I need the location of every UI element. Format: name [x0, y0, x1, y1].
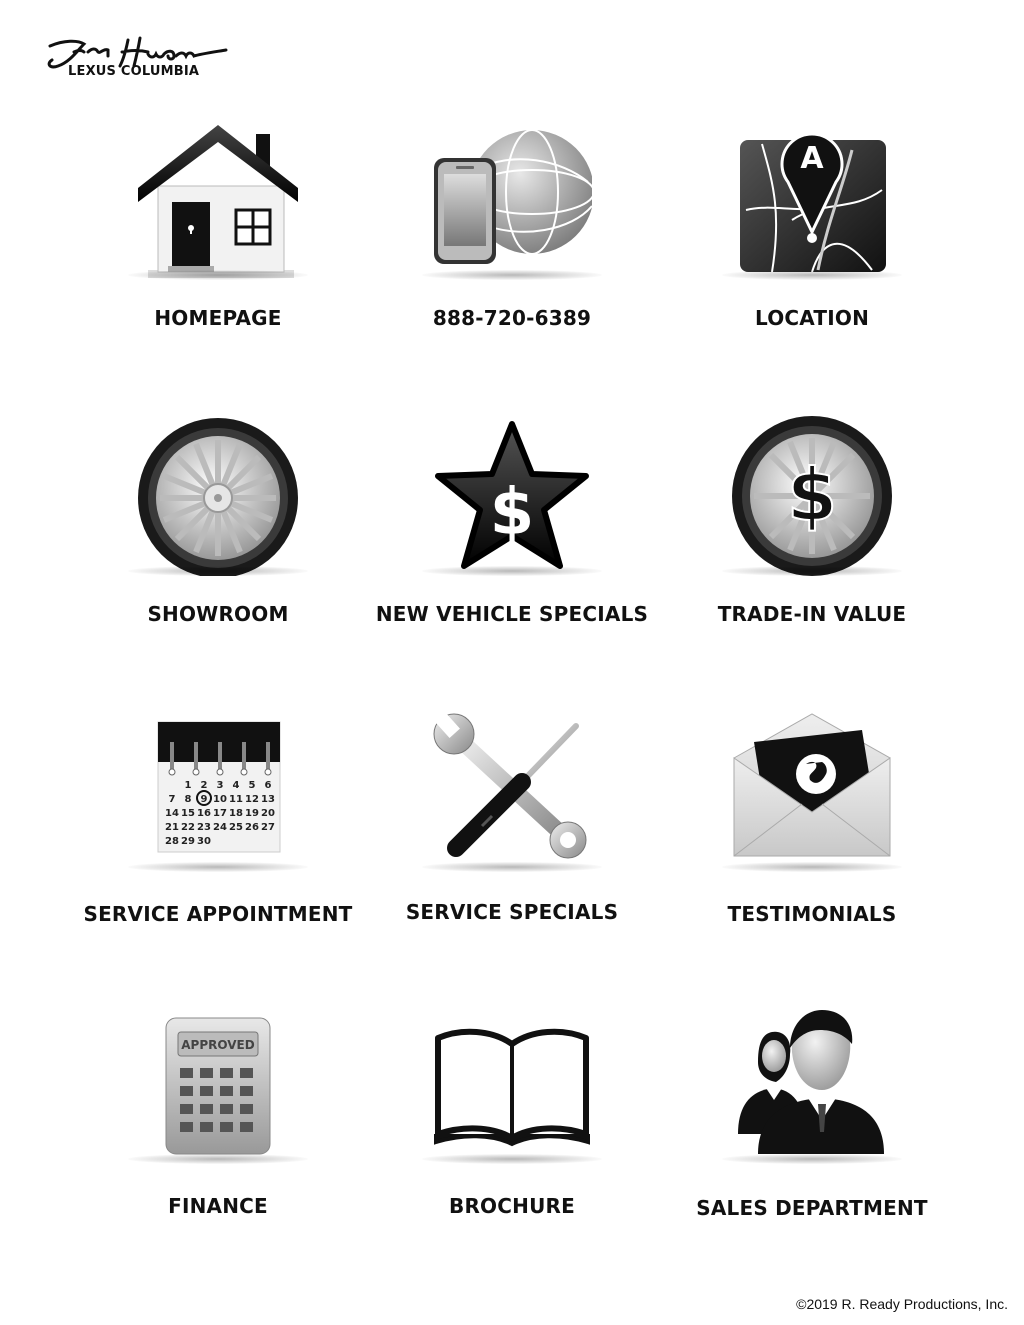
- tile-label-brochure: BROCHURE: [449, 1194, 575, 1218]
- brochure-tile[interactable]: [382, 1004, 642, 1224]
- calculator-key: [220, 1104, 233, 1114]
- icon-shadow: [722, 1154, 902, 1164]
- service-appointment-tile[interactable]: [83, 712, 353, 932]
- service-specials-tile[interactable]: [382, 712, 642, 932]
- calculator-key: [180, 1122, 193, 1132]
- dollar-star-icon: [432, 416, 592, 576]
- calendar-date: 29: [181, 836, 195, 847]
- calculator-key: [180, 1068, 193, 1078]
- icon-shadow: [422, 270, 602, 280]
- calculator-key: [200, 1104, 213, 1114]
- dealer-logo[interactable]: [44, 36, 244, 84]
- calendar-date: 19: [245, 808, 259, 819]
- calendar-date: 28: [165, 836, 179, 847]
- calendar-date: 8: [184, 794, 192, 805]
- calendar-date: 6: [264, 780, 272, 791]
- tire-icon: [138, 416, 298, 576]
- calculator-key: [240, 1068, 253, 1078]
- calculator-key: [220, 1068, 233, 1078]
- calendar-date: 26: [245, 822, 259, 833]
- calendar-date: 25: [229, 822, 243, 833]
- calendar-date: 1: [184, 780, 192, 791]
- dollar-sign: $: [489, 476, 535, 550]
- icon-shadow: [422, 1154, 602, 1164]
- tile-label-new-vehicle-specials: NEW VEHICLE SPECIALS: [375, 602, 649, 626]
- location-tile[interactable]: [682, 120, 942, 340]
- calendar-date: 18: [229, 808, 243, 819]
- calendar-date: 9: [200, 794, 208, 805]
- house-icon: [138, 120, 298, 280]
- calendar-date: 7: [168, 794, 176, 805]
- calculator-key: [200, 1068, 213, 1078]
- tile-label-trade-in-value: TRADE-IN VALUE: [717, 602, 907, 626]
- calculator-key: [200, 1122, 213, 1132]
- calendar-date: 13: [261, 794, 275, 805]
- dollar-tire-icon: [732, 416, 892, 576]
- trade-in-tile[interactable]: [682, 416, 942, 636]
- calculator-key: [180, 1104, 193, 1114]
- copyright-text: ©2019 R. Ready Productions, Inc.: [796, 1296, 1008, 1312]
- tile-label-service-specials: SERVICE SPECIALS: [405, 900, 619, 924]
- calculator-key: [220, 1086, 233, 1096]
- tile-label-sales-department: SALES DEPARTMENT: [696, 1196, 928, 1220]
- tile-label-finance: FINANCE: [168, 1194, 268, 1218]
- map-pin-letter: A: [800, 141, 824, 176]
- calculator-display-text: APPROVED: [181, 1038, 255, 1052]
- calculator-key: [180, 1086, 193, 1096]
- open-book-icon: [432, 1004, 592, 1164]
- phone-tile[interactable]: [382, 120, 642, 340]
- map-pin-icon: [732, 120, 892, 280]
- calendar-date: 5: [248, 780, 256, 791]
- calculator-key: [220, 1122, 233, 1132]
- tile-label-location: LOCATION: [754, 306, 870, 330]
- new-vehicle-specials-tile[interactable]: [375, 416, 649, 636]
- calculator-key: [200, 1086, 213, 1096]
- icon-shadow: [722, 566, 902, 576]
- dollar-sign: $: [786, 453, 838, 537]
- calendar-date: 23: [197, 822, 211, 833]
- calendar-date: 11: [229, 794, 243, 805]
- icon-shadow: [128, 1154, 308, 1164]
- calendar-date: 21: [165, 822, 179, 833]
- tile-label-service-appointment: SERVICE APPOINTMENT: [83, 902, 353, 926]
- calendar-date: 14: [165, 808, 179, 819]
- calendar-date: 3: [216, 780, 224, 791]
- phone-globe-icon: [432, 120, 592, 280]
- calendar-date: 30: [197, 836, 211, 847]
- calendar-date: 27: [261, 822, 275, 833]
- icon-shadow: [128, 566, 308, 576]
- sales-department-tile[interactable]: [682, 1004, 942, 1224]
- icon-shadow: [128, 862, 308, 872]
- calendar-date: 22: [181, 822, 195, 833]
- calendar-date: 2: [200, 780, 208, 791]
- calendar-icon: [138, 712, 298, 872]
- icon-shadow: [422, 862, 602, 872]
- calendar-date: 16: [197, 808, 211, 819]
- calendar-date: 4: [232, 780, 240, 791]
- finance-tile[interactable]: [88, 1004, 348, 1224]
- testimonials-tile[interactable]: [682, 712, 942, 932]
- calendar-date: 15: [181, 808, 195, 819]
- dealer-name: LEXUS COLUMBIA: [68, 64, 200, 79]
- tile-label-showroom: SHOWROOM: [147, 602, 289, 626]
- tile-label-homepage: HOMEPAGE: [154, 306, 282, 330]
- calculator-key: [240, 1104, 253, 1114]
- homepage-tile[interactable]: [88, 120, 348, 340]
- calculator-icon: [138, 1004, 298, 1164]
- calendar-date: 20: [261, 808, 275, 819]
- people-icon: [732, 1004, 892, 1164]
- icon-shadow: [722, 862, 902, 872]
- icon-shadow: [722, 270, 902, 280]
- icon-shadow: [422, 566, 602, 576]
- tile-label-testimonials: TESTIMONIALS: [727, 902, 897, 926]
- calculator-key: [240, 1122, 253, 1132]
- wrench-screwdriver-icon: [432, 712, 592, 872]
- envelope-globe-icon: [732, 712, 892, 872]
- calendar-date: 12: [245, 794, 259, 805]
- icon-shadow: [128, 270, 308, 280]
- calculator-key: [240, 1086, 253, 1096]
- calendar-date: 10: [213, 794, 227, 805]
- calendar-date: 24: [213, 822, 227, 833]
- tile-label-phone: 888-720-6389: [432, 306, 592, 330]
- showroom-tile[interactable]: [88, 416, 348, 636]
- calendar-date: 17: [213, 808, 227, 819]
